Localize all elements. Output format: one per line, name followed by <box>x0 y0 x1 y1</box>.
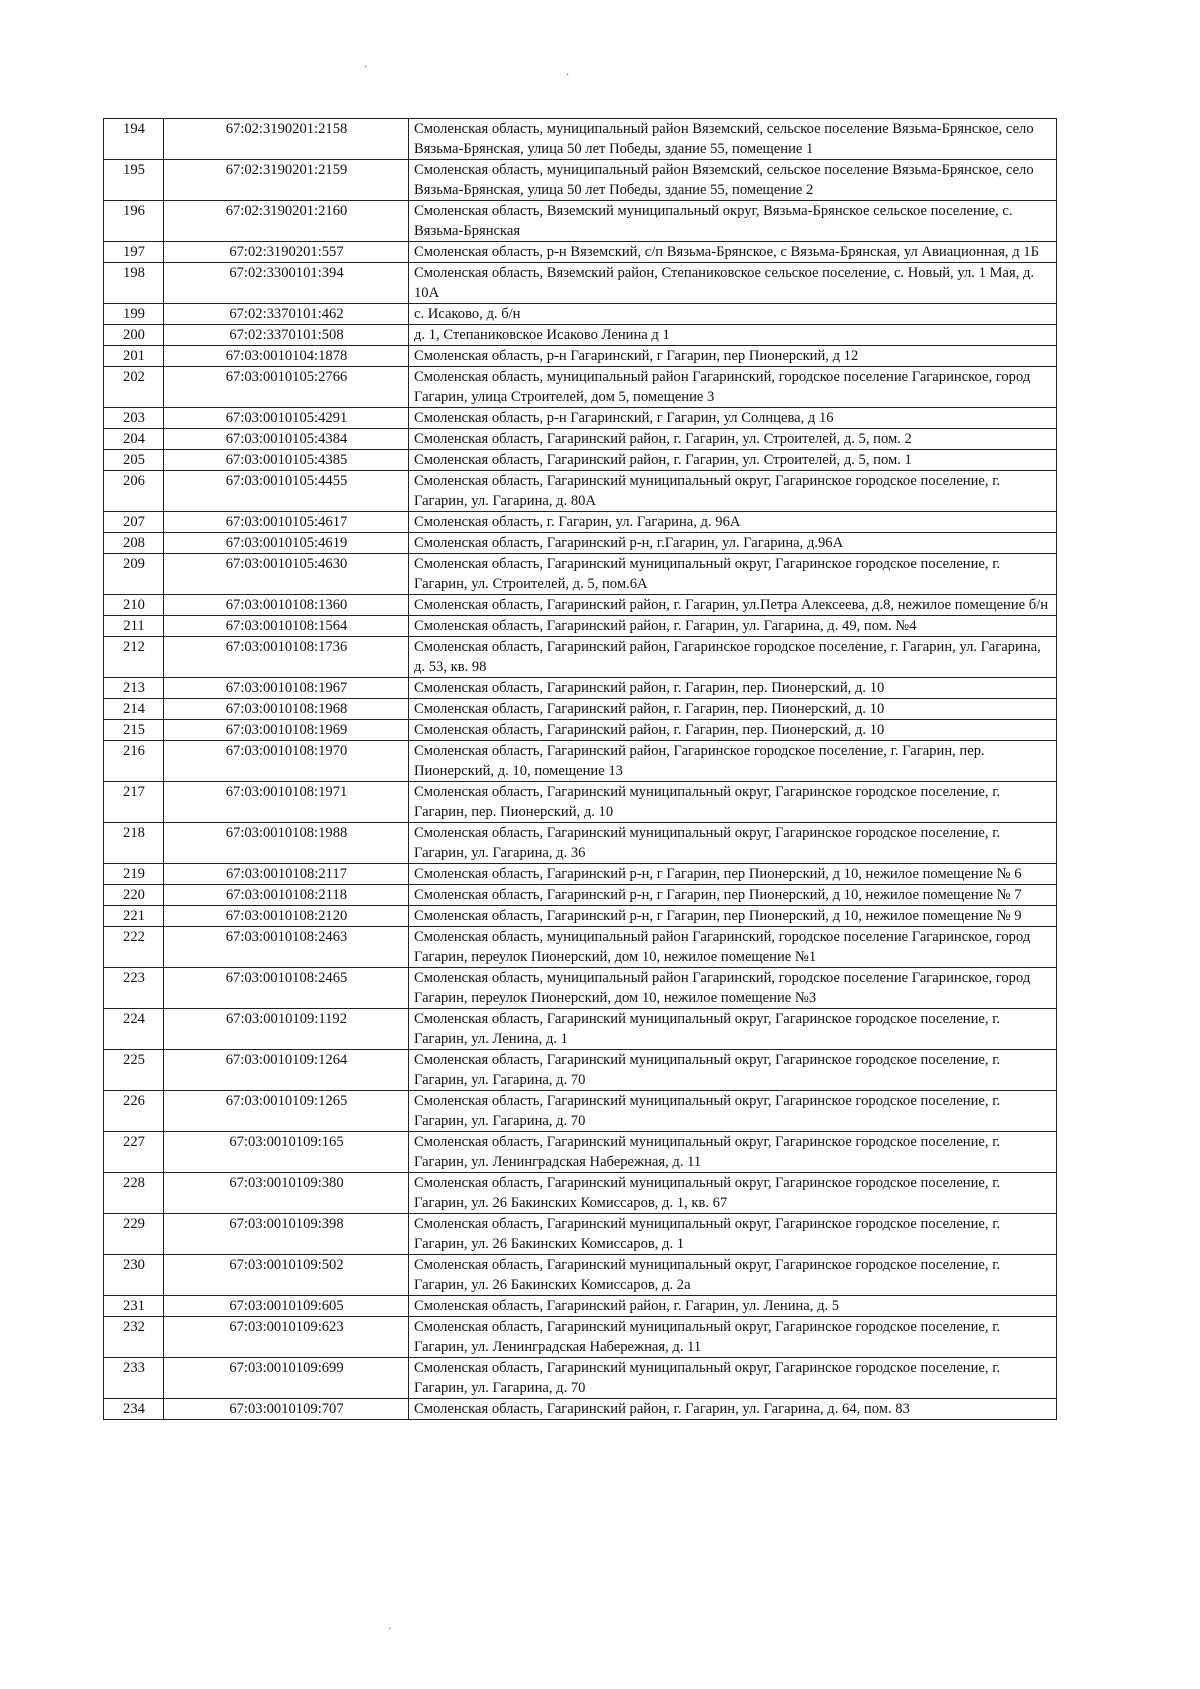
cadastral-number: 67:03:0010108:1971 <box>164 782 409 823</box>
address-cell: Смоленская область, Гагаринский район, г. Гагарин, ул. Гагарина, д. 49, пом. №4 <box>409 616 1057 637</box>
table-row <box>104 885 1057 906</box>
table-row <box>104 408 1057 429</box>
cadastral-number: 67:03:0010108:1970 <box>164 741 409 782</box>
address-cell: Смоленская область, р-н Вяземский, с/п Вязьма-Брянское, с Вязьма-Брянская, ул Авиационная, д 1Б <box>409 242 1057 263</box>
table-row <box>104 1132 1057 1173</box>
table-row <box>104 906 1057 927</box>
address-cell: Смоленская область, Гагаринский муниципальный округ, Гагаринское городское поселение, г. Гагарин, ул. 26 Бакинских Комиссаров, д. 1, кв. 67 <box>409 1173 1057 1214</box>
address-cell: Смоленская область, Гагаринский муниципальный округ, Гагаринское городское поселение, г. Гагарин, ул. Гагарина, д. 70 <box>409 1050 1057 1091</box>
cadastral-number: 67:03:0010108:2118 <box>164 885 409 906</box>
cadastral-number: 67:03:0010109:1265 <box>164 1091 409 1132</box>
cadastral-number: 67:03:0010105:4385 <box>164 450 409 471</box>
row-number: 234 <box>104 1399 164 1420</box>
table-row <box>104 1399 1057 1420</box>
cadastral-number: 67:03:0010108:1736 <box>164 637 409 678</box>
cadastral-number: 67:03:0010109:707 <box>164 1399 409 1420</box>
cadastral-number: 67:03:0010105:4455 <box>164 471 409 512</box>
cadastral-number: 67:03:0010105:4619 <box>164 533 409 554</box>
cadastral-number: 67:02:3190201:2159 <box>164 160 409 201</box>
address-cell: Смоленская область, Гагаринский район, г. Гагарин, ул.Петра Алексеева, д.8, нежилое помещение б/н <box>409 595 1057 616</box>
row-number: 209 <box>104 554 164 595</box>
cadastral-number: 67:02:3370101:508 <box>164 325 409 346</box>
table-row <box>104 160 1057 201</box>
address-cell: Смоленская область, Гагаринский р-н, г Гагарин, пер Пионерский, д 10, нежилое помещение № 9 <box>409 906 1057 927</box>
table-row <box>104 741 1057 782</box>
table-row <box>104 533 1057 554</box>
address-cell: Смоленская область, Гагаринский район, Гагаринское городское поселение, г. Гагарин, пер. Пионерский, д. 10, помещение 13 <box>409 741 1057 782</box>
address-cell: Смоленская область, Гагаринский р-н, г.Гагарин, ул. Гагарина, д.96А <box>409 533 1057 554</box>
row-number: 219 <box>104 864 164 885</box>
row-number: 207 <box>104 512 164 533</box>
cadastral-number: 67:03:0010108:2120 <box>164 906 409 927</box>
address-cell: Смоленская область, муниципальный район Вяземский, сельское поселение Вязьма-Брянское, село Вязьма-Брянская, улица 50 лет Победы, здание 55, помещение 1 <box>409 119 1057 160</box>
address-cell: Смоленская область, Гагаринский район, г. Гагарин, пер. Пионерский, д. 10 <box>409 720 1057 741</box>
row-number: 228 <box>104 1173 164 1214</box>
row-number: 202 <box>104 367 164 408</box>
address-cell: Смоленская область, Гагаринский район, Гагаринское городское поселение, г. Гагарин, ул. Гагарина, д. 53, кв. 98 <box>409 637 1057 678</box>
table-row <box>104 699 1057 720</box>
cadastral-number: 67:02:3190201:2158 <box>164 119 409 160</box>
address-cell: Смоленская область, Гагаринский район, г. Гагарин, ул. Гагарина, д. 64, пом. 83 <box>409 1399 1057 1420</box>
cadastral-number: 67:03:0010105:2766 <box>164 367 409 408</box>
row-number: 198 <box>104 263 164 304</box>
row-number: 220 <box>104 885 164 906</box>
table-row <box>104 968 1057 1009</box>
table-row <box>104 1009 1057 1050</box>
row-number: 208 <box>104 533 164 554</box>
table-row <box>104 471 1057 512</box>
address-cell: Смоленская область, г. Гагарин, ул. Гагарина, д. 96А <box>409 512 1057 533</box>
row-number: 218 <box>104 823 164 864</box>
scan-speck: · <box>388 1624 392 1635</box>
address-cell: Смоленская область, Гагаринский муниципальный округ, Гагаринское городское поселение, г. Гагарин, ул. Ленинградская Набережная, д. 11 <box>409 1132 1057 1173</box>
table-row <box>104 637 1057 678</box>
row-number: 214 <box>104 699 164 720</box>
row-number: 225 <box>104 1050 164 1091</box>
row-number: 194 <box>104 119 164 160</box>
cadastral-number: 67:03:0010104:1878 <box>164 346 409 367</box>
table-row <box>104 927 1057 968</box>
address-cell: Смоленская область, Гагаринский муниципальный округ, Гагаринское городское поселение, г. Гагарин, ул. Гагарина, д. 70 <box>409 1358 1057 1399</box>
address-cell: Смоленская область, Вяземский муниципальный округ, Вязьма-Брянское сельское поселение, с. Вязьма-Брянская <box>409 201 1057 242</box>
address-cell: Смоленская область, Гагаринский район, г. Гагарин, ул. Строителей, д. 5, пом. 2 <box>409 429 1057 450</box>
row-number: 199 <box>104 304 164 325</box>
table-row <box>104 367 1057 408</box>
row-number: 196 <box>104 201 164 242</box>
address-cell: Смоленская область, р-н Гагаринский, г Гагарин, пер Пионерский, д 12 <box>409 346 1057 367</box>
cadastral-number: 67:03:0010109:1192 <box>164 1009 409 1050</box>
table-row <box>104 616 1057 637</box>
table-row <box>104 554 1057 595</box>
cadastral-number: 67:03:0010105:4630 <box>164 554 409 595</box>
table-row <box>104 325 1057 346</box>
row-number: 211 <box>104 616 164 637</box>
address-cell: с. Исаково, д. б/н <box>409 304 1057 325</box>
address-cell: Смоленская область, Вяземский район, Степаниковское сельское поселение, с. Новый, ул. 1 Мая, д. 10А <box>409 263 1057 304</box>
table-row <box>104 263 1057 304</box>
row-number: 195 <box>104 160 164 201</box>
table-row <box>104 595 1057 616</box>
address-cell: Смоленская область, Гагаринский р-н, г Гагарин, пер Пионерский, д 10, нежилое помещение № 7 <box>409 885 1057 906</box>
cadastral-number: 67:03:0010109:699 <box>164 1358 409 1399</box>
address-cell: д. 1, Степаниковское Исаково Ленина д 1 <box>409 325 1057 346</box>
table-row <box>104 1050 1057 1091</box>
row-number: 222 <box>104 927 164 968</box>
table-row <box>104 1358 1057 1399</box>
cadastral-number: 67:02:3190201:2160 <box>164 201 409 242</box>
scan-speck: · <box>364 62 368 73</box>
cadastral-number: 67:03:0010105:4384 <box>164 429 409 450</box>
table-row <box>104 242 1057 263</box>
table-row <box>104 1296 1057 1317</box>
table-row <box>104 678 1057 699</box>
row-number: 229 <box>104 1214 164 1255</box>
address-cell: Смоленская область, Гагаринский район, г. Гагарин, пер. Пионерский, д. 10 <box>409 699 1057 720</box>
row-number: 201 <box>104 346 164 367</box>
address-cell: Смоленская область, муниципальный район Гагаринский, городское поселение Гагаринское, город Гагарин, улица Строителей, дом 5, помещение 3 <box>409 367 1057 408</box>
row-number: 223 <box>104 968 164 1009</box>
address-cell: Смоленская область, Гагаринский муниципальный округ, Гагаринское городское поселение, г. Гагарин, ул. Гагарина, д. 70 <box>409 1091 1057 1132</box>
row-number: 204 <box>104 429 164 450</box>
cadastral-number: 67:03:0010108:1967 <box>164 678 409 699</box>
table-row <box>104 346 1057 367</box>
table-row <box>104 823 1057 864</box>
row-number: 227 <box>104 1132 164 1173</box>
cadastral-number: 67:03:0010105:4291 <box>164 408 409 429</box>
table-row <box>104 119 1057 160</box>
row-number: 232 <box>104 1317 164 1358</box>
row-number: 205 <box>104 450 164 471</box>
address-cell: Смоленская область, р-н Гагаринский, г Гагарин, ул Солнцева, д 16 <box>409 408 1057 429</box>
row-number: 216 <box>104 741 164 782</box>
table-row <box>104 1255 1057 1296</box>
address-cell: Смоленская область, Гагаринский муниципальный округ, Гагаринское городское поселение, г. Гагарин, ул. Ленина, д. 1 <box>409 1009 1057 1050</box>
address-cell: Смоленская область, Гагаринский муниципальный округ, Гагаринское городское поселение, г. Гагарин, ул. Гагарина, д. 80А <box>409 471 1057 512</box>
cadastral-number: 67:03:0010108:1969 <box>164 720 409 741</box>
address-cell: Смоленская область, Гагаринский муниципальный округ, Гагаринское городское поселение, г. Гагарин, ул. Гагарина, д. 36 <box>409 823 1057 864</box>
table-row <box>104 864 1057 885</box>
cadastral-number: 67:03:0010108:1968 <box>164 699 409 720</box>
cadastral-number: 67:03:0010109:380 <box>164 1173 409 1214</box>
table-row <box>104 782 1057 823</box>
cadastral-number: 67:03:0010108:1564 <box>164 616 409 637</box>
address-cell: Смоленская область, Гагаринский муниципальный округ, Гагаринское городское поселение, г. Гагарин, ул. Строителей, д. 5, пом.6А <box>409 554 1057 595</box>
row-number: 230 <box>104 1255 164 1296</box>
row-number: 226 <box>104 1091 164 1132</box>
address-cell: Смоленская область, Гагаринский район, г. Гагарин, пер. Пионерский, д. 10 <box>409 678 1057 699</box>
row-number: 213 <box>104 678 164 699</box>
address-cell: Смоленская область, Гагаринский муниципальный округ, Гагаринское городское поселение, г. Гагарин, ул. 26 Бакинских Комиссаров, д. 2а <box>409 1255 1057 1296</box>
cadastral-number: 67:03:0010109:623 <box>164 1317 409 1358</box>
table-row <box>104 1173 1057 1214</box>
row-number: 212 <box>104 637 164 678</box>
row-number: 221 <box>104 906 164 927</box>
address-cell: Смоленская область, Гагаринский муниципальный округ, Гагаринское городское поселение, г. Гагарин, ул. Ленинградская Набережная, д. 11 <box>409 1317 1057 1358</box>
address-cell: Смоленская область, муниципальный район Гагаринский, городское поселение Гагаринское, город Гагарин, переулок Пионерский, дом 10, нежилое помещение №3 <box>409 968 1057 1009</box>
row-number: 200 <box>104 325 164 346</box>
table-row <box>104 450 1057 471</box>
address-cell: Смоленская область, муниципальный район Гагаринский, городское поселение Гагаринское, город Гагарин, переулок Пионерский, дом 10, нежилое помещение №1 <box>409 927 1057 968</box>
cadastral-number: 67:03:0010109:1264 <box>164 1050 409 1091</box>
cadastral-number: 67:03:0010108:1360 <box>164 595 409 616</box>
cadastral-number: 67:03:0010109:605 <box>164 1296 409 1317</box>
row-number: 197 <box>104 242 164 263</box>
cadastral-number: 67:03:0010108:2465 <box>164 968 409 1009</box>
address-cell: Смоленская область, Гагаринский муниципальный округ, Гагаринское городское поселение, г. Гагарин, ул. 26 Бакинских Комиссаров, д. 1 <box>409 1214 1057 1255</box>
row-number: 215 <box>104 720 164 741</box>
cadastral-number: 67:02:3370101:462 <box>164 304 409 325</box>
scan-speck: · <box>566 70 570 81</box>
address-cell: Смоленская область, Гагаринский муниципальный округ, Гагаринское городское поселение, г. Гагарин, пер. Пионерский, д. 10 <box>409 782 1057 823</box>
address-cell: Смоленская область, муниципальный район Вяземский, сельское поселение Вязьма-Брянское, село Вязьма-Брянская, улица 50 лет Победы, здание 55, помещение 2 <box>409 160 1057 201</box>
row-number: 210 <box>104 595 164 616</box>
table-row <box>104 1317 1057 1358</box>
row-number: 231 <box>104 1296 164 1317</box>
cadastral-number: 67:03:0010108:2117 <box>164 864 409 885</box>
cadastral-number: 67:03:0010109:398 <box>164 1214 409 1255</box>
cadastral-number: 67:02:3300101:394 <box>164 263 409 304</box>
cadastral-number: 67:03:0010108:1988 <box>164 823 409 864</box>
registry-table-body <box>104 119 1057 1420</box>
address-cell: Смоленская область, Гагаринский район, г. Гагарин, ул. Ленина, д. 5 <box>409 1296 1057 1317</box>
cadastral-number: 67:02:3190201:557 <box>164 242 409 263</box>
row-number: 217 <box>104 782 164 823</box>
cadastral-number: 67:03:0010105:4617 <box>164 512 409 533</box>
table-row <box>104 512 1057 533</box>
row-number: 233 <box>104 1358 164 1399</box>
table-row <box>104 429 1057 450</box>
table-row <box>104 304 1057 325</box>
cadastral-number: 67:03:0010108:2463 <box>164 927 409 968</box>
table-row <box>104 720 1057 741</box>
row-number: 206 <box>104 471 164 512</box>
table-row <box>104 1214 1057 1255</box>
table-row <box>104 201 1057 242</box>
cadastral-number: 67:03:0010109:165 <box>164 1132 409 1173</box>
address-cell: Смоленская область, Гагаринский р-н, г Гагарин, пер Пионерский, д 10, нежилое помещение № 6 <box>409 864 1057 885</box>
address-cell: Смоленская область, Гагаринский район, г. Гагарин, ул. Строителей, д. 5, пом. 1 <box>409 450 1057 471</box>
table-row <box>104 1091 1057 1132</box>
row-number: 224 <box>104 1009 164 1050</box>
registry-table <box>103 118 1057 1420</box>
row-number: 203 <box>104 408 164 429</box>
cadastral-number: 67:03:0010109:502 <box>164 1255 409 1296</box>
